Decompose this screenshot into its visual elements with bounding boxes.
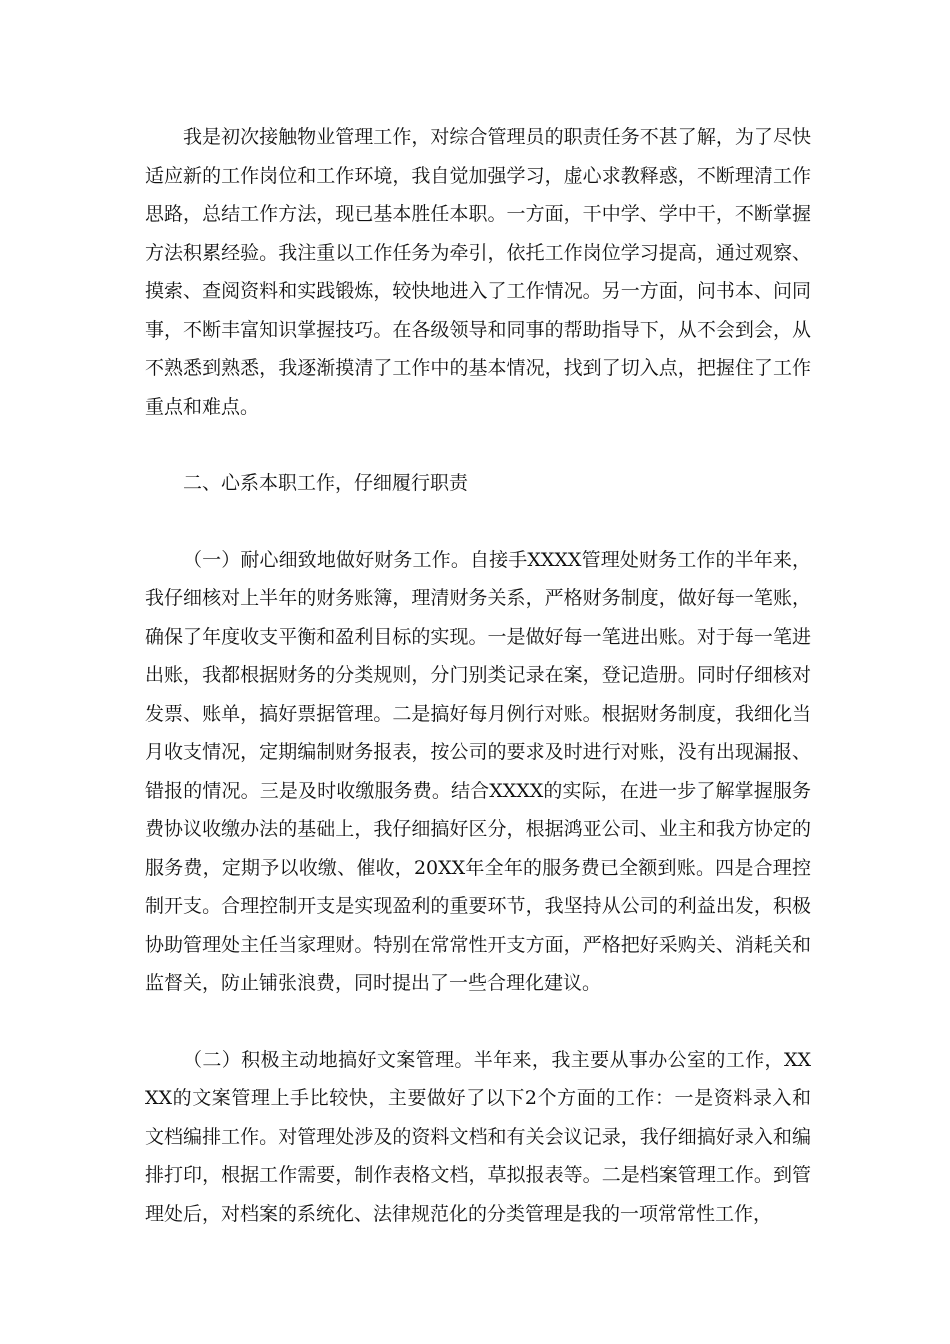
paragraph-gap	[145, 1003, 811, 1041]
paragraph-learning: 我是初次接触物业管理工作，对综合管理员的职责任务不甚了解，为了尽快适应新的工作岗位和工作环境，我自觉加强学习，虚心求教释惑，不断理清工作思路，总结工作方法，现已基本胜任本职。一方面，干中学、学中干，不断掌握方法积累经验。我注重以工作任务为牵引，依托工作岗位学习提高，通过观察、摸索、查阅资料和实践锻炼，较快地进入了工作情况。另一方面，问书本、问同事，不断丰富知识掌握技巧。在各级领导和同事的帮助指导下，从不会到会，从不熟悉到熟悉，我逐渐摸清了工作中的基本情况，找到了切入点，把握住了工作重点和难点。	[145, 126, 811, 418]
section-heading: 二、心系本职工作，仔细履行职责	[183, 472, 469, 494]
paragraph-gap	[145, 503, 811, 541]
paragraph-documents: （二）积极主动地搞好文案管理。半年来，我主要从事办公室的工作，XXXX的文案管理上手比较快，主要做好了以下2个方面的工作：一是资料录入和文档编排工作。对管理处涉及的资料文档和有关会议记录，我仔细搞好录入和编排打印，根据工作需要，制作表格文档，草拟报表等。二是档案管理工作。到管理处后，对档案的系统化、法律规范化的分类管理是我的一项常常性工作，	[145, 1048, 811, 1225]
paragraph-finance: （一）耐心细致地做好财务工作。自接手XXXX管理处财务工作的半年来，我仔细核对上半年的财务账簿，理清财务关系，严格财务制度，做好每一笔账，确保了年度收支平衡和盈利目标的实现。一是做好每一笔进出账。对于每一笔进出账，我都根据财务的分类规则，分门别类记录在案，登记造册。同时仔细核对发票、账单，搞好票据管理。二是搞好每月例行对账。根据财务制度，我细化当月收支情况，定期编制财务报表，按公司的要求及时进行对账，没有出现漏报、错报的情况。三是及时收缴服务费。结合XXXX的实际，在进一步了解掌握服务费协议收缴办法的基础上，我仔细搞好区分，根据鸿亚公司、业主和我方协定的服务费，定期予以收缴、催收，20XX年全年的服务费已全额到账。四是合理控制开支。合理控制开支是实现盈利的重要环节，我坚持从公司的利益出发，积极协助管理处主任当家理财。特别在常常性开支方面，严格把好采购关、消耗关和监督关，防止铺张浪费，同时提出了一些合理化建议。	[145, 548, 811, 994]
document-body	[145, 118, 811, 1233]
paragraph-gap	[145, 426, 811, 464]
